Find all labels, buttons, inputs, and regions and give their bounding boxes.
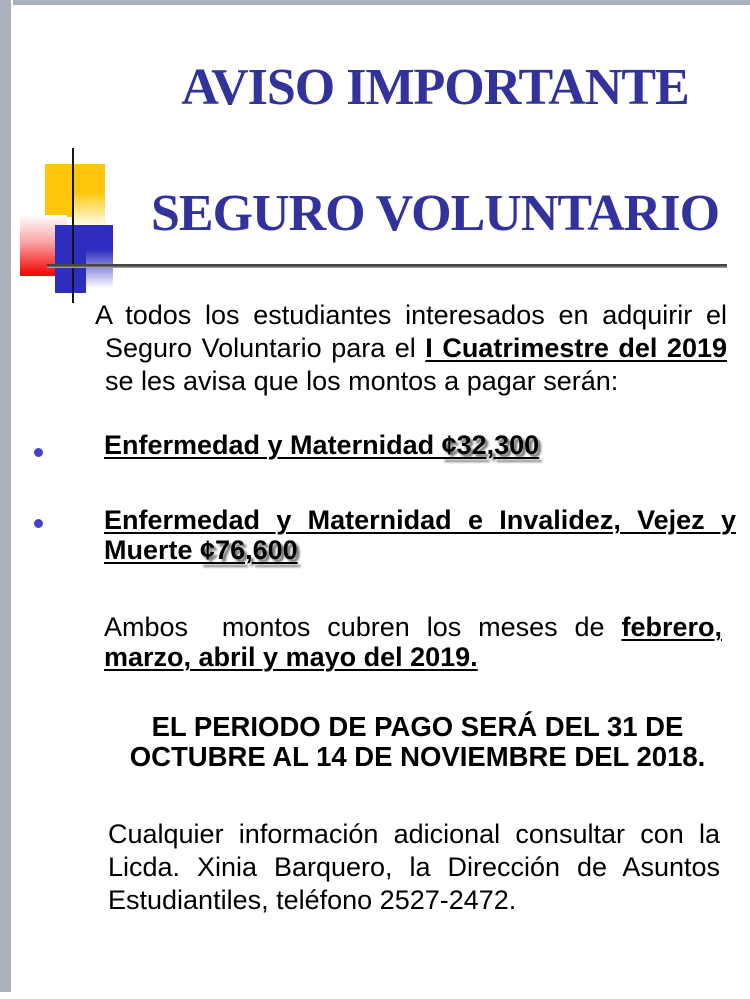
bullet-1-label: Enfermedad y Maternidad <box>104 430 442 460</box>
slide-frame-left <box>0 0 11 992</box>
coverage-text-emphasis: febrero, marzo, abril y mayo del 2019. <box>104 612 722 672</box>
coverage-text-pre: Ambos montos cubren los meses de <box>104 612 622 642</box>
title-divider-line <box>47 264 727 268</box>
emblem-blue-gradient-rect <box>86 225 113 287</box>
emblem-yellow-gradient-rect <box>73 164 105 225</box>
page-title-line-2: SEGURO VOLUNTARIO <box>150 185 720 242</box>
bullet-item-1 <box>104 430 744 460</box>
slide-frame-top <box>13 0 750 5</box>
bullet-2-amount: ¢76,600 <box>200 535 298 565</box>
bullet-2-label: Enfermedad y Maternidad e Invalidez, Vejez y Muerte <box>104 505 736 565</box>
intro-text-post: se les avisa que los montos a pagar serán: <box>105 366 619 396</box>
emblem-blue-solid-rect <box>55 225 86 293</box>
page-title-line-1: AVISO IMPORTANTE <box>181 59 689 116</box>
intro-paragraph <box>95 299 727 398</box>
bullet-dot-icon <box>34 448 43 457</box>
intro-text-emphasis: I Cuatrimestre del 2019 <box>425 333 727 363</box>
contact-paragraph: Cualquier información adicional consultar con la Licda. Xinia Barquero, la Dirección de Asuntos Estudiantiles, teléfono 2527-2472. <box>108 819 720 915</box>
payment-period-heading: EL PERIODO DE PAGO SERÁ DEL 31 DE OCTUBRE AL 14 DE NOVIEMBRE DEL 2018. <box>129 711 706 772</box>
bullet-dot-icon <box>34 519 43 528</box>
emblem-yellow-solid-rect <box>45 164 73 217</box>
intro-text-pre: A todos los estudiantes interesados en adquirir el Seguro Voluntario para el <box>95 300 727 363</box>
bullet-item-2 <box>104 505 736 565</box>
emblem-vertical-line <box>72 148 74 303</box>
coverage-paragraph <box>104 612 722 672</box>
bullet-1-amount: ¢32,300 <box>441 430 540 460</box>
